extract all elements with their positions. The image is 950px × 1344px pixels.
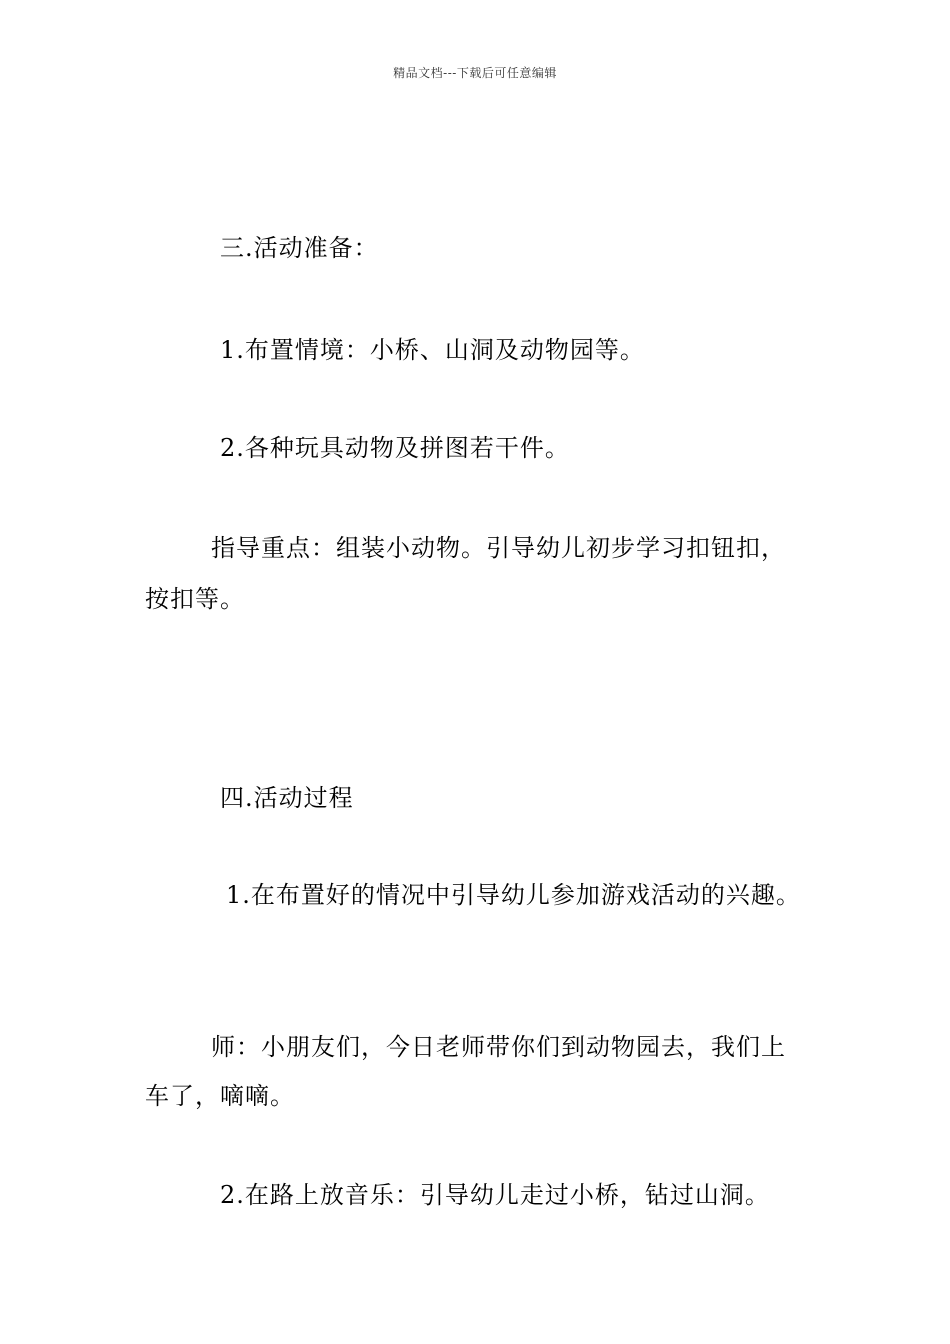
process-item-2: 2.在路上放音乐：引导幼儿走过小桥，钻过山洞。 [220,1181,770,1209]
teacher-dialogue-line-1: 师：小朋友们，今日老师带你们到动物园去，我们上 [211,1033,786,1061]
guidance-paragraph-line-2: 按扣等。 [145,585,245,613]
section-heading-process: 四.活动过程 [220,784,354,812]
page-header: 精品文档---下载后可任意编辑 [393,66,557,80]
guidance-paragraph-line-1: 指导重点：组装小动物。引导幼儿初步学习扣钮扣， [211,534,786,562]
preparation-item-1: 1.布置情境：小桥、山洞及动物园等。 [220,336,645,364]
preparation-item-2: 2.各种玩具动物及拼图若干件。 [220,434,570,462]
teacher-dialogue-line-2: 车了，嘀嘀。 [145,1082,295,1110]
process-item-1: 1.在布置好的情况中引导幼儿参加游戏活动的兴趣。 [226,881,801,909]
section-heading-preparation: 三.活动准备： [220,234,379,262]
